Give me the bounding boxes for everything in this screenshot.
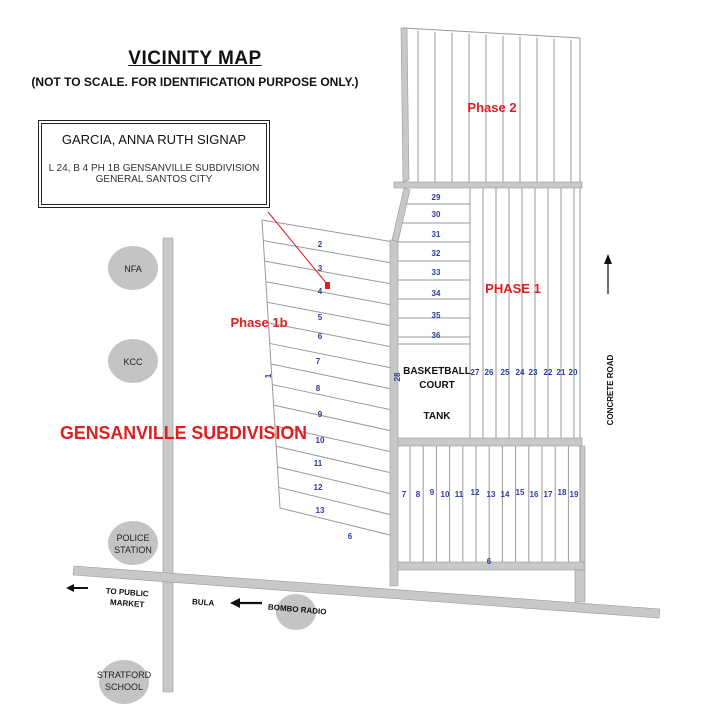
phase-1-east-lot-number: 26 <box>484 368 494 377</box>
owner-info-box-inner <box>41 123 267 205</box>
phase-1b-block <box>262 220 394 536</box>
concrete-road-arrow-head <box>604 254 612 264</box>
phase-1-west-lot-number: 31 <box>431 230 441 239</box>
block-28-number: 28 <box>393 372 402 382</box>
phase-1-west-lot-number: 33 <box>431 268 441 277</box>
police-station-landmark <box>108 521 158 565</box>
phase-1b-lot-number: 11 <box>313 459 323 468</box>
bombo-radio-label: BOMBO RADIO <box>267 602 327 617</box>
stratford-school-label-line1: STRATFORD <box>96 670 152 680</box>
phase-1b-lot-number: 8 <box>315 384 321 393</box>
map-title: VICINITY MAP <box>128 48 262 69</box>
phase-1b-lot-number: 5 <box>317 313 323 322</box>
bula-label: BULA <box>191 597 215 608</box>
basketball-court-label-line2: COURT <box>419 380 455 391</box>
public-market-arrow-head <box>66 584 74 592</box>
road-central-horizontal <box>394 438 582 446</box>
owner-address-line1: L 24, B 4 PH 1B GENSANVILLE SUBDIVISION <box>48 163 260 174</box>
phase-1b-lot-number: 3 <box>317 264 323 273</box>
subdivision-name: GENSANVILLE SUBDIVISION <box>60 423 307 443</box>
south-block-lot-number: 11 <box>454 490 464 499</box>
south-block-number: 6 <box>486 557 492 566</box>
tank-label: TANK <box>423 411 451 422</box>
phase-1b-lot-number: 6 <box>317 332 323 341</box>
owner-address-line2: GENERAL SANTOS CITY <box>95 174 213 185</box>
south-block-lot-number: 14 <box>500 490 510 499</box>
south-block-lot-number: 18 <box>557 488 567 497</box>
phase-1-west-lot-number: 29 <box>431 193 441 202</box>
map-heading <box>0 48 390 89</box>
phase-1b-label: Phase 1b <box>230 315 288 330</box>
landmark-labels <box>97 264 152 692</box>
phase-1-west-lot-number: 32 <box>431 249 441 258</box>
phase-1-east-lot-number: 20 <box>568 368 578 377</box>
main-highway-road <box>73 566 660 618</box>
basketball-court-label-line1: BASKETBALL <box>403 366 471 377</box>
phase-1-block <box>394 184 580 442</box>
phase-2-label: Phase 2 <box>467 100 517 115</box>
public-market-label-line2: MARKET <box>109 597 145 610</box>
phase-1-east-lot-number: 25 <box>500 368 510 377</box>
phase-1b-lot-number: 10 <box>315 436 325 445</box>
owner-name: GARCIA, ANNA RUTH SIGNAP <box>61 132 247 147</box>
map-subtitle: (NOT TO SCALE. FOR IDENTIFICATION PURPOSE ONLY.) <box>31 75 359 89</box>
police-station-label-line2: STATION <box>114 545 152 555</box>
phase-1b-lot-number: 12 <box>313 483 323 492</box>
phase-1-east-lot-number: 27 <box>470 368 480 377</box>
south-block-lot-number: 8 <box>415 490 421 499</box>
phase-1b-lot-number: 2 <box>317 240 323 249</box>
road-west-spine <box>390 240 398 586</box>
phase-1-west-lot-number: 30 <box>431 210 441 219</box>
south-block-lot-number: 17 <box>543 490 553 499</box>
south-block-lot-number: 16 <box>529 490 539 499</box>
south-block-lot-number: 9 <box>429 488 435 497</box>
south-block-lot-number: 12 <box>470 488 480 497</box>
south-block-lot-number: 7 <box>401 490 407 499</box>
south-block-lot-number: 13 <box>486 490 496 499</box>
phase-1-east-lot-number: 21 <box>556 368 566 377</box>
phase-1-west-lot-number: 36 <box>431 331 441 340</box>
owner-info-box <box>38 120 270 208</box>
phase-1-east-lot-number: 23 <box>528 368 538 377</box>
phase-1b-lot-number: 4 <box>317 287 323 296</box>
phase-1-east-lot-number: 22 <box>543 368 553 377</box>
south-block-lot-number: 15 <box>515 488 525 497</box>
phase-1-label: PHASE 1 <box>485 281 541 296</box>
south-block-outline <box>394 442 580 568</box>
south-block <box>394 442 580 568</box>
phase-1b-edge-block-number: 1 <box>264 373 273 379</box>
phase-1b-lot-number: 9 <box>317 410 323 419</box>
west-vertical-road <box>163 238 173 692</box>
concrete-road-label: CONCRETE ROAD <box>606 354 615 426</box>
police-station-label-line1: POLICE <box>116 533 150 543</box>
phase-1b-lot-number: 7 <box>315 357 321 366</box>
south-block-lot-number: 19 <box>569 490 579 499</box>
phase-1b-bottom-block-number: 6 <box>347 532 353 541</box>
road-phase2-phase1 <box>394 182 582 188</box>
nfa-label: NFA <box>124 264 142 274</box>
subject-lot-marker <box>325 282 330 289</box>
stratford-school-label-line2: SCHOOL <box>104 682 144 692</box>
south-block-lot-number: 10 <box>440 490 450 499</box>
public-market-label-line1: TO PUBLIC <box>105 586 149 599</box>
kcc-label: KCC <box>123 357 143 367</box>
bula-arrow-head <box>230 598 240 608</box>
phase-1-west-lot-number: 35 <box>431 311 441 320</box>
phase-1b-lot-number: 13 <box>315 506 325 515</box>
phase-1-west-lot-number: 34 <box>431 289 441 298</box>
phase-1-east-lot-number: 24 <box>515 368 525 377</box>
